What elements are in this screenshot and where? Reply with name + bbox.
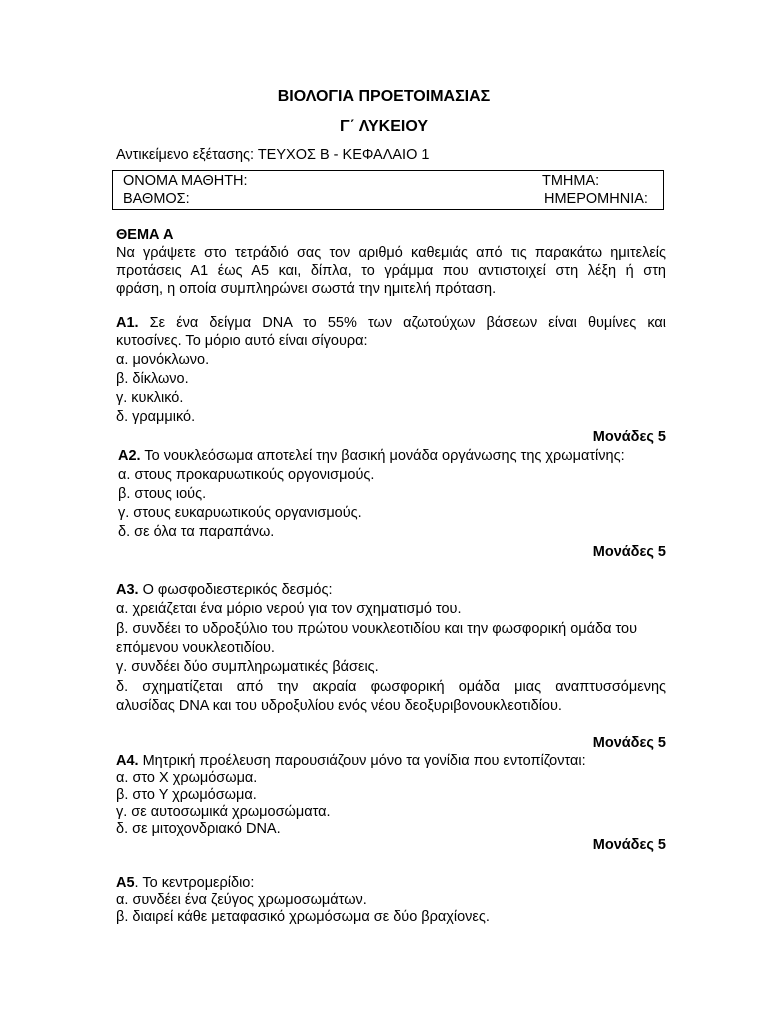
option: γ. στους ευκαρυωτικούς οργανισμούς. xyxy=(118,505,362,521)
option: δ. σε όλα τα παραπάνω. xyxy=(118,524,275,540)
class-label: ΤΜΗΜΑ: xyxy=(542,173,600,189)
question-a1-stem-cont: κυτοσίνες. Το μόριο αυτό είναι σίγουρα: xyxy=(116,333,368,349)
instruction-line: φράση, η οποία συμπληρώνει σωστά την ημιτελή πρόταση. xyxy=(116,281,497,297)
question-a1-stem: Α1. Σε ένα δείγμα DNA το 55% των αζωτούχων βάσεων είναι θυμίνες και xyxy=(116,315,666,331)
option: β. στο Υ χρωμόσωμα. xyxy=(116,787,257,803)
theme-title: ΘΕΜΑ Α xyxy=(116,227,174,243)
document-title: ΒΙΟΛΟΓΙΑ ΠΡΟΕΤΟΙΜΑΣΙΑΣ xyxy=(277,88,491,105)
option: δ. σε μιτοχονδριακό DNA. xyxy=(116,821,281,837)
question-a3-stem: Α3. Ο φωσφοδιεστερικός δεσμός: xyxy=(116,582,333,598)
date-label: ΗΜΕΡΟΜΗΝΙΑ: xyxy=(544,191,648,207)
question-a5-label: Α5 xyxy=(116,875,135,891)
points-label: Μονάδες 5 xyxy=(592,544,666,560)
option: β. στους ιούς. xyxy=(118,486,207,502)
option: γ. συνδέει δύο συμπληρωματικές βάσεις. xyxy=(116,659,379,675)
question-a3-label: Α3. xyxy=(116,582,139,598)
option: β. δίκλωνο. xyxy=(116,371,189,387)
grade-label: ΒΑΘΜΟΣ: xyxy=(123,191,190,207)
student-info-box xyxy=(112,170,664,210)
question-a2-label: Α2. xyxy=(118,448,141,464)
question-a5-stem: Α5. Το κεντρομερίδιο: xyxy=(116,875,255,891)
question-a4-stem: Α4. Μητρική προέλευση παρουσιάζουν μόνο τα γονίδια που εντοπίζονται: xyxy=(116,753,586,769)
option: α. στο Χ χρωμόσωμα. xyxy=(116,770,258,786)
option: β. συνδέει το υδροξύλιο του πρώτου νουκλεοτιδίου και την φωσφορική ομάδα του xyxy=(116,621,638,637)
option: α. στους προκαρυωτικούς οργονισμούς. xyxy=(118,467,375,483)
points-label: Μονάδες 5 xyxy=(592,429,666,445)
option: δ. σχηματίζεται από την ακραία φωσφορική ομάδα μιας αναπτυσσόμενης xyxy=(116,679,666,695)
points-label: Μονάδες 5 xyxy=(592,735,666,751)
document-subtitle: Γ΄ ΛΥΚΕΙΟΥ xyxy=(339,118,429,135)
question-a2-stem: Α2. Το νουκλεόσωμα αποτελεί την βασική μονάδα οργάνωσης της χρωματίνης: xyxy=(118,448,625,464)
option-cont: αλυσίδας DNA και του υδροξυλίου ενός νέου δεοξυριβονουκλεοτιδίου. xyxy=(116,698,562,714)
exam-subject: Αντικείμενο εξέτασης: ΤΕΥΧΟΣ Β - ΚΕΦΑΛΑΙΟ 1 xyxy=(116,147,430,163)
question-a1-label: Α1. xyxy=(116,315,139,331)
option: δ. γραμμικό. xyxy=(116,409,196,425)
option: α. συνδέει ένα ζεύγος χρωμοσωμάτων. xyxy=(116,892,367,908)
question-a4-label: Α4. xyxy=(116,753,139,769)
instruction-line: Να γράψετε στο τετράδιό σας τον αριθμό καθεμιάς από τις παρακάτω ημιτελείς xyxy=(116,245,666,261)
option: γ. κυκλικό. xyxy=(116,390,184,406)
option: γ. σε αυτοσωμικά χρωμοσώματα. xyxy=(116,804,331,820)
instruction-line: προτάσεις Α1 έως Α5 και, δίπλα, το γράμμα που αντιστοιχεί στη λέξη ή στη xyxy=(116,263,666,279)
points-label: Μονάδες 5 xyxy=(592,837,666,853)
option: α. μονόκλωνο. xyxy=(116,352,210,368)
student-name-label: ΟΝΟΜΑ ΜΑΘΗΤΗ: xyxy=(123,173,248,189)
option-cont: επόμενου νουκλεοτιδίου. xyxy=(116,640,275,656)
option: α. χρειάζεται ένα μόριο νερού για τον σχηματισμό του. xyxy=(116,601,462,617)
option: β. διαιρεί κάθε μεταφασικό χρωμόσωμα σε δύο βραχίονες. xyxy=(116,909,490,925)
